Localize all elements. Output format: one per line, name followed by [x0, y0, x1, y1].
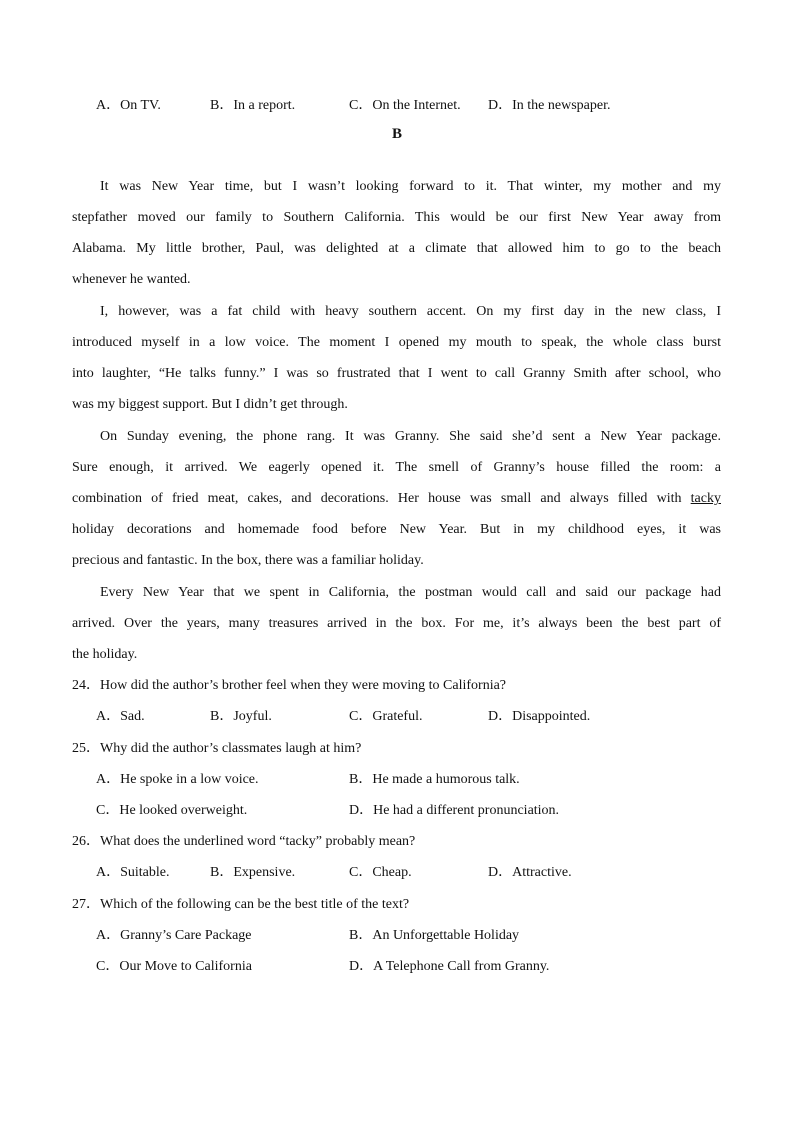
passage-line: was my biggest support. But I didn’t get through. — [72, 397, 348, 412]
passage-line: holiday decorations and homemade food before New Year. But in my childhood eyes, it was — [72, 522, 721, 537]
option-d[interactable]: D．In the newspaper. — [488, 98, 611, 113]
underlined-word: tacky — [690, 491, 721, 506]
section-heading: B — [391, 126, 402, 142]
passage-line: whenever he wanted. — [72, 272, 191, 287]
passage-line: I, however, was a fat child with heavy southern accent. On my first day in the new class, I — [100, 304, 721, 319]
option-c[interactable]: C．Our Move to California — [96, 959, 252, 974]
passage-line: Alabama. My little brother, Paul, was delighted at a climate that allowed him to go to the beach — [72, 241, 721, 256]
option-a[interactable]: A．Sad. — [96, 709, 145, 724]
passage-line — [72, 483, 721, 514]
option-b[interactable]: B．An Unforgettable Holiday — [349, 928, 520, 943]
option-c[interactable]: C．Grateful. — [349, 709, 423, 724]
passage-line: the holiday. — [72, 647, 138, 662]
option-a[interactable]: A．Granny’s Care Package — [96, 928, 252, 943]
option-c[interactable]: C．He looked overweight. — [96, 803, 248, 818]
passage-line: stepfather moved our family to Southern California. This would be our first New Year away from — [72, 210, 721, 225]
question-27: 27．Which of the following can be the best title of the text? — [72, 897, 410, 912]
passage-paragraph-1 — [72, 171, 721, 295]
passage-paragraph-2 — [72, 296, 721, 420]
passage-line: Every New Year that we spent in California, the postman would call and said our package had — [100, 585, 721, 600]
passage-line: It was New Year time, but I wasn’t looking forward to it. That winter, my mother and my — [100, 179, 721, 194]
option-b[interactable]: B．He made a humorous talk. — [349, 772, 520, 787]
passage-line: introduced myself in a low voice. The moment I opened my mouth to speak, the whole class burst — [72, 335, 721, 350]
passage-text: combination of fried meat, cakes, and decorations. Her house was small and always filled with — [72, 491, 682, 506]
question-24: 24．How did the author’s brother feel when they were moving to California? — [72, 678, 507, 693]
option-a[interactable]: A．He spoke in a low voice. — [96, 772, 259, 787]
passage-paragraph-3 — [72, 421, 721, 576]
option-d[interactable]: D．He had a different pronunciation. — [349, 803, 560, 818]
passage-paragraph-4 — [72, 577, 721, 670]
option-d[interactable]: D．Attractive. — [488, 865, 572, 880]
passage-line: precious and fantastic. In the box, there was a familiar holiday. — [72, 553, 424, 568]
option-b[interactable]: B．Joyful. — [210, 709, 272, 724]
option-c[interactable]: C．Cheap. — [349, 865, 412, 880]
option-a[interactable]: A．On TV. — [96, 98, 161, 113]
question-26: 26．What does the underlined word “tacky” probably mean? — [72, 834, 416, 849]
option-b[interactable]: B．Expensive. — [210, 865, 296, 880]
passage-line: arrived. Over the years, many treasures arrived in the box. For me, it’s always been the best part of — [72, 616, 721, 631]
option-c[interactable]: C．On the Internet. — [349, 98, 461, 113]
passage-line: Sure enough, it arrived. We eagerly opened it. The smell of Granny’s house filled the room: a — [72, 460, 721, 475]
question-25: 25．Why did the author’s classmates laugh at him? — [72, 741, 362, 756]
option-d[interactable]: D．A Telephone Call from Granny. — [349, 959, 550, 974]
passage-line: On Sunday evening, the phone rang. It was Granny. She said she’d sent a New Year package. — [100, 429, 721, 444]
option-d[interactable]: D．Disappointed. — [488, 709, 591, 724]
option-a[interactable]: A．Suitable. — [96, 865, 170, 880]
passage-line: into laughter, “He talks funny.” I was so frustrated that I went to call Granny Smith after school, who — [72, 366, 721, 381]
option-b[interactable]: B．In a report. — [210, 98, 296, 113]
